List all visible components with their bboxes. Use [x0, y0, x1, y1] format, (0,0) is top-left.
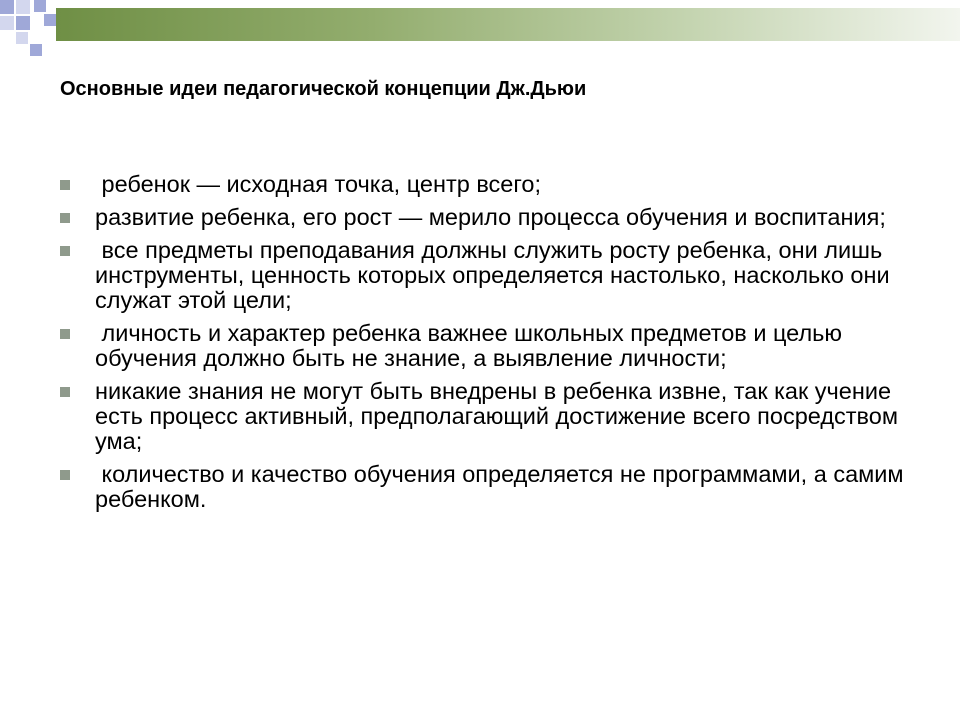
square-bullet-icon — [60, 180, 70, 190]
bullet-text: личность и характер ребенка важнее школьных предметов и целью обучения должно быть не знание, а выявление личности; — [95, 320, 849, 371]
list-item — [60, 205, 920, 230]
square-bullet-icon — [60, 246, 70, 256]
list-item — [60, 379, 920, 454]
bullet-text: количество и качество обучения определяется не программами, а самим ребенком. — [95, 461, 911, 512]
list-item — [60, 172, 920, 197]
square-bullet-icon — [60, 329, 70, 339]
bullet-text: ребенок — исходная точка, центр всего; — [95, 171, 542, 197]
list-item — [60, 462, 920, 512]
square-bullet-icon — [60, 213, 70, 223]
bullet-text: развитие ребенка, его рост — мерило процесса обучения и воспитания; — [95, 204, 886, 230]
square-bullet-icon — [60, 470, 70, 480]
list-item — [60, 238, 920, 313]
decorative-corner-squares — [0, 0, 80, 60]
square-bullet-icon — [60, 387, 70, 397]
bullet-text: все предметы преподавания должны служить росту ребенка, они лишь инструменты, ценность которых определяется настолько, насколько они служат этой цели; — [95, 237, 897, 313]
slide-title: Основные идеи педагогической концепции Дж.Дьюи — [60, 78, 587, 100]
list-item — [60, 321, 920, 371]
bullet-text: никакие знания не могут быть внедрены в ребенка извне, так как учение есть процесс активный, предполагающий достижение всего посредством ума; — [95, 378, 905, 454]
bullet-list — [60, 172, 920, 520]
decorative-header-band — [56, 8, 960, 41]
